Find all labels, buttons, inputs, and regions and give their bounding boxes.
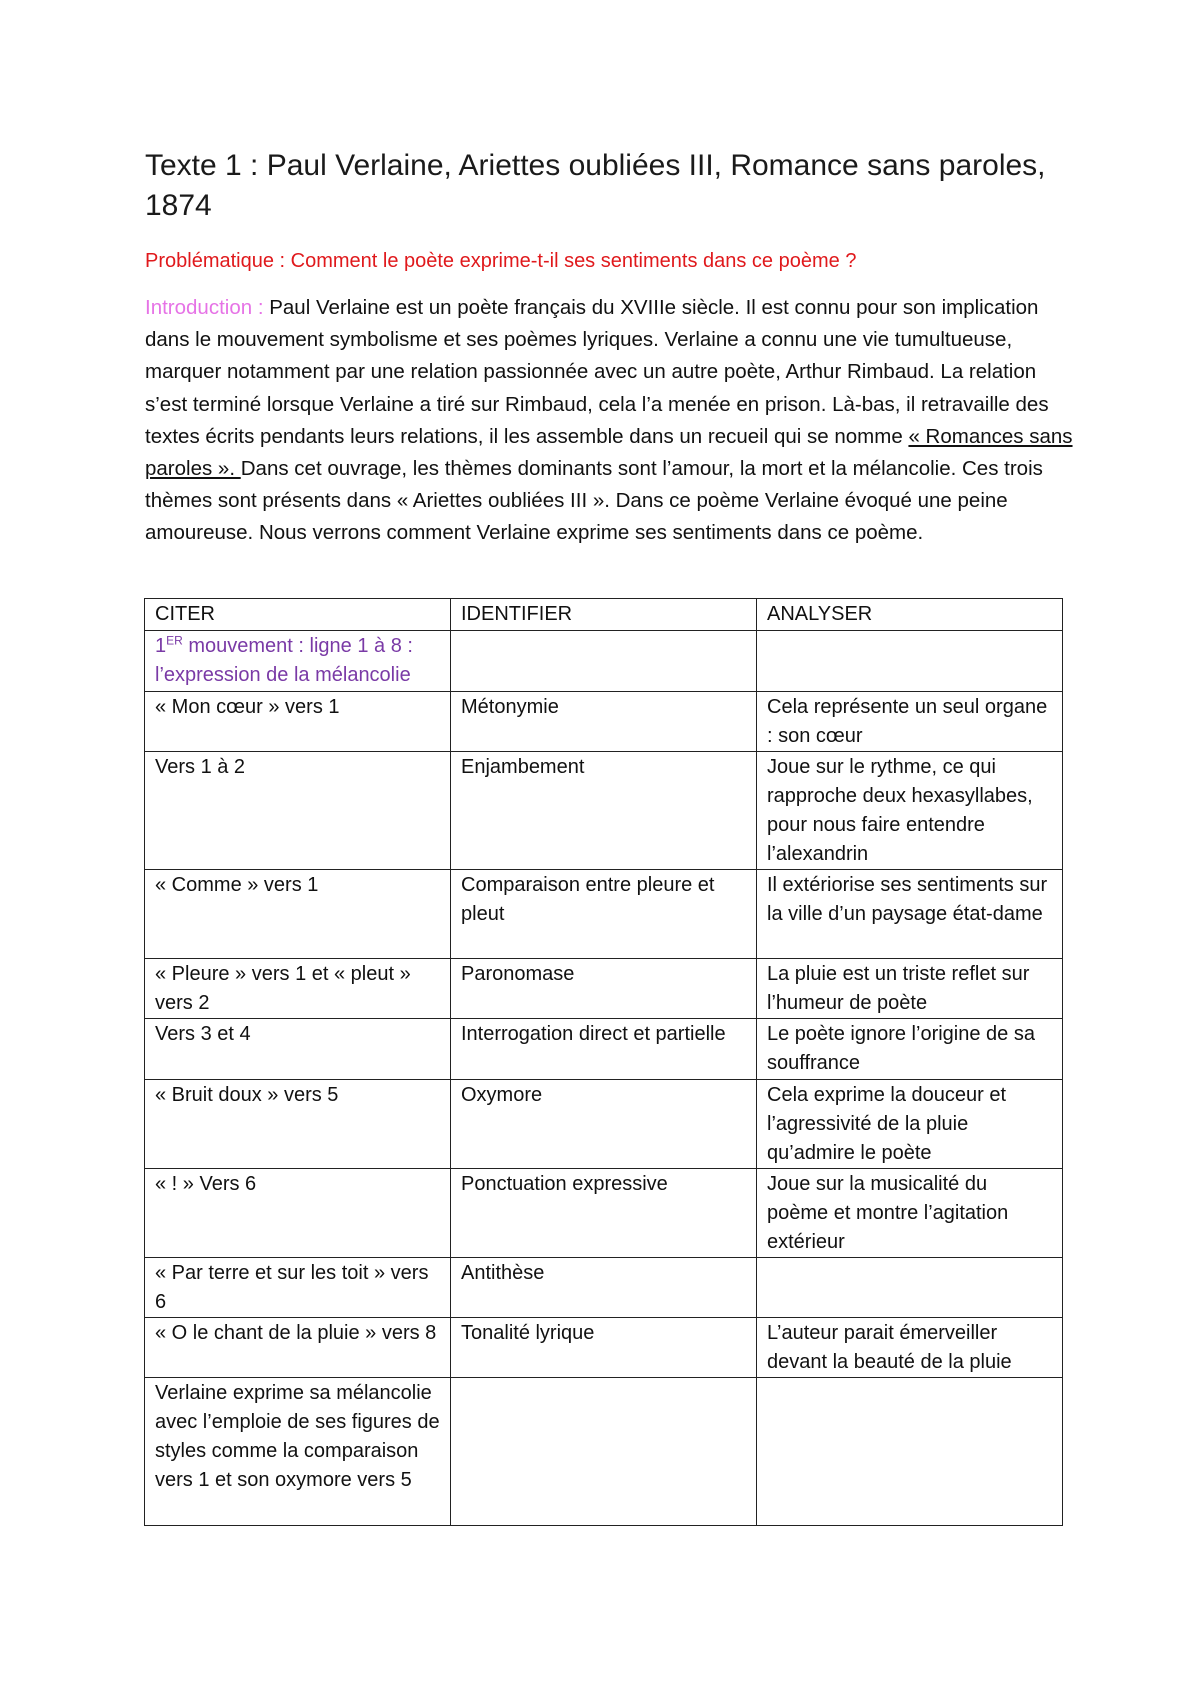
table-row <box>145 692 1063 752</box>
table-cell-citer: « Bruit doux » vers 5 <box>145 1080 451 1169</box>
table-row <box>145 1080 1063 1169</box>
recueil-title-underlined: « Romances sans paroles ». <box>145 424 1073 481</box>
table-row <box>145 1169 1063 1258</box>
table-cell-identifier: Interrogation direct et partielle <box>451 1019 757 1080</box>
table-cell-citer: « ! » Vers 6 <box>145 1169 451 1258</box>
table-cell-analyser: L’auteur parait émerveiller devant la beauté de la pluie <box>757 1318 1063 1378</box>
introduction-label: Introduction : <box>145 296 270 319</box>
table-cell-identifier: Enjambement <box>451 752 757 870</box>
table-row <box>145 1378 1063 1526</box>
header-identifier: IDENTIFIER <box>451 599 757 631</box>
table-cell-identifier: Paronomase <box>451 959 757 1019</box>
table-cell-analyser: Joue sur le rythme, ce qui rapproche deux hexasyllabes, pour nous faire entendre l’alexandrin <box>757 752 1063 870</box>
table-cell-citer: « Mon cœur » vers 1 <box>145 692 451 752</box>
movement-row <box>145 631 1063 692</box>
table-cell-citer: « O le chant de la pluie » vers 8 <box>145 1318 451 1378</box>
table-row <box>145 959 1063 1019</box>
table-cell-identifier <box>451 1378 757 1526</box>
table-row <box>145 752 1063 870</box>
table-cell-identifier: Antithèse <box>451 1258 757 1318</box>
table-row <box>145 870 1063 959</box>
analysis-table <box>144 598 1063 1526</box>
table-cell-identifier: Ponctuation expressive <box>451 1169 757 1258</box>
table-cell-identifier: Tonalité lyrique <box>451 1318 757 1378</box>
table-cell-citer: Vers 1 à 2 <box>145 752 451 870</box>
table-cell-analyser: Cela représente un seul organe : son cœur <box>757 692 1063 752</box>
header-citer: CITER <box>145 599 451 631</box>
table-cell-analyser <box>757 1378 1063 1526</box>
table-cell-citer: « Par terre et sur les toit » vers 6 <box>145 1258 451 1318</box>
table-cell-citer: Vers 3 et 4 <box>145 1019 451 1080</box>
movement-heading <box>145 631 451 692</box>
table-cell-analyser <box>757 1258 1063 1318</box>
table-cell <box>451 631 757 692</box>
introduction-text-before: Paul Verlaine est un poète français du XVIIIe siècle. Il est connu pour son implication dans le mouvement symbolisme et ses poèmes lyriques. Verlaine a connu une vie tumultueuse, marquer notamment par une relation passionnée avec un autre poète, Arthur Rimbaud. La relation s’est terminé lorsque Verlaine a tiré sur Rimbaud, cela l’a menée en prison. Là-bas, il retravaille des textes écrits pendants leurs relations, il les assemble dans un recueil qui se nomme <box>145 296 1049 448</box>
introduction-paragraph <box>145 292 1075 550</box>
table-cell-analyser: Le poète ignore l’origine de sa souffrance <box>757 1019 1063 1080</box>
movement-text: mouvement : ligne 1 à 8 : l’expression de la mélancolie <box>155 635 413 686</box>
table-cell-citer: « Pleure » vers 1 et « pleut » vers 2 <box>145 959 451 1019</box>
table-row <box>145 1318 1063 1378</box>
table-header-row <box>145 599 1063 631</box>
table-cell <box>757 631 1063 692</box>
table-cell-analyser: Cela exprime la douceur et l’agressivité de la pluie qu’admire le poète <box>757 1080 1063 1169</box>
table-cell-identifier: Oxymore <box>451 1080 757 1169</box>
problematique: Problématique : Comment le poète exprime-t-il ses sentiments dans ce poème ? <box>145 250 857 272</box>
introduction-text-after: Dans cet ouvrage, les thèmes dominants sont l’amour, la mort et la mélancolie. Ces trois thèmes sont présents dans « Ariettes oubliées III ». Dans ce poème Verlaine évoqué une peine amoureuse. Nous verrons comment Verlaine exprime ses sentiments dans ce poème. <box>145 457 1043 545</box>
table-cell-analyser: La pluie est un triste reflet sur l’humeur de poète <box>757 959 1063 1019</box>
table-cell-identifier: Métonymie <box>451 692 757 752</box>
header-analyser: ANALYSER <box>757 599 1063 631</box>
document-title: Texte 1 : Paul Verlaine, Ariettes oubliées III, Romance sans paroles, 1874 <box>145 149 1046 222</box>
table-cell-analyser: Joue sur la musicalité du poème et montre l’agitation extérieur <box>757 1169 1063 1258</box>
table-row <box>145 1258 1063 1318</box>
movement-superscript: ER <box>166 633 183 648</box>
movement-number: 1 <box>155 635 167 657</box>
table-cell-citer: Verlaine exprime sa mélancolie avec l’emploie de ses figures de styles comme la comparaison vers 1 et son oxymore vers 5 <box>145 1378 451 1526</box>
table-cell-identifier: Comparaison entre pleure et pleut <box>451 870 757 959</box>
table-row <box>145 1019 1063 1080</box>
table-cell-citer: « Comme » vers 1 <box>145 870 451 959</box>
table-cell-analyser: Il extériorise ses sentiments sur la ville d’un paysage état-dame <box>757 870 1063 959</box>
